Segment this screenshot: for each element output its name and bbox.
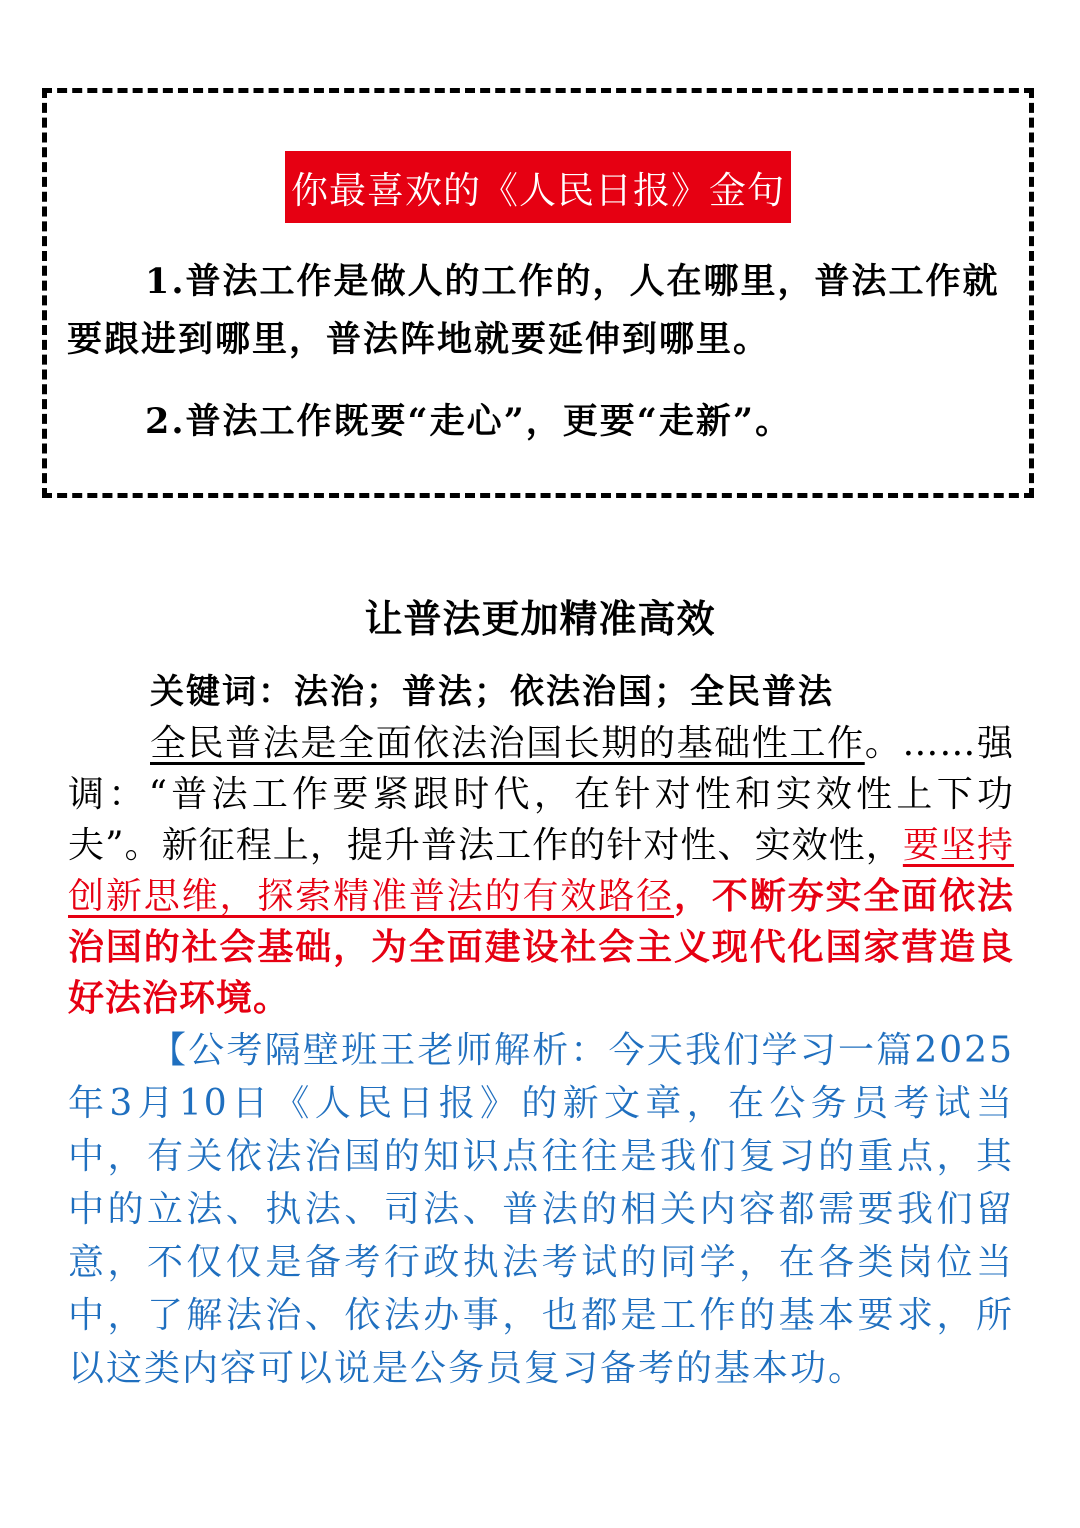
body-plain-text: 。……强调：“普法工作要紧跟时代，在针对性和实效性上下功夫”。新征程上，提升普法工作的针对性、实效性， xyxy=(68,723,1014,866)
teacher-analysis: 【公考隔壁班王老师解析：今天我们学习一篇2025年3月10日《人民日报》的新文章，在公务员考试当中，有关依法治国的知识点往往是我们复习的重点，其中的立法、执法、司法、普法的相关内容都需要我们留意，不仅仅是备考行政执法考试的同学，在各类岗位当中，了解法治、依法办事，也都是工作的基本要求，所以这类内容可以说是公务员复习备考的基本功。 xyxy=(68,1030,1014,1389)
article-title: 让普法更加精准高效 xyxy=(364,596,716,641)
body-red-text: ，不断夯实全面依法治国的社会基础，为全面建设社会主义现代化国家营造良好法治环境。 xyxy=(68,875,1014,1019)
quotes-title: 你最喜欢的《人民日报》金句 xyxy=(291,169,785,212)
quotes-title-banner xyxy=(285,151,791,223)
article-keywords: 关键词：法治；普法；依法治国；全民普法 xyxy=(150,672,834,712)
body-underlined-sentence: 全民普法是全面依法治国长期的基础性工作 xyxy=(150,723,865,764)
article-body xyxy=(68,718,1014,1024)
quote-item-1: 1.普法工作是做人的工作的，人在哪里，普法工作就要跟进到哪里，普法阵地就要延伸到哪里。 xyxy=(67,261,1000,360)
golden-quotes-box xyxy=(42,88,1034,498)
quote-item-2: 2.普法工作既要“走心”，更要“走新”。 xyxy=(145,401,793,442)
body-red-underlined-text: 要坚持创新思维，探索精准普法的有效路径 xyxy=(68,825,1014,917)
